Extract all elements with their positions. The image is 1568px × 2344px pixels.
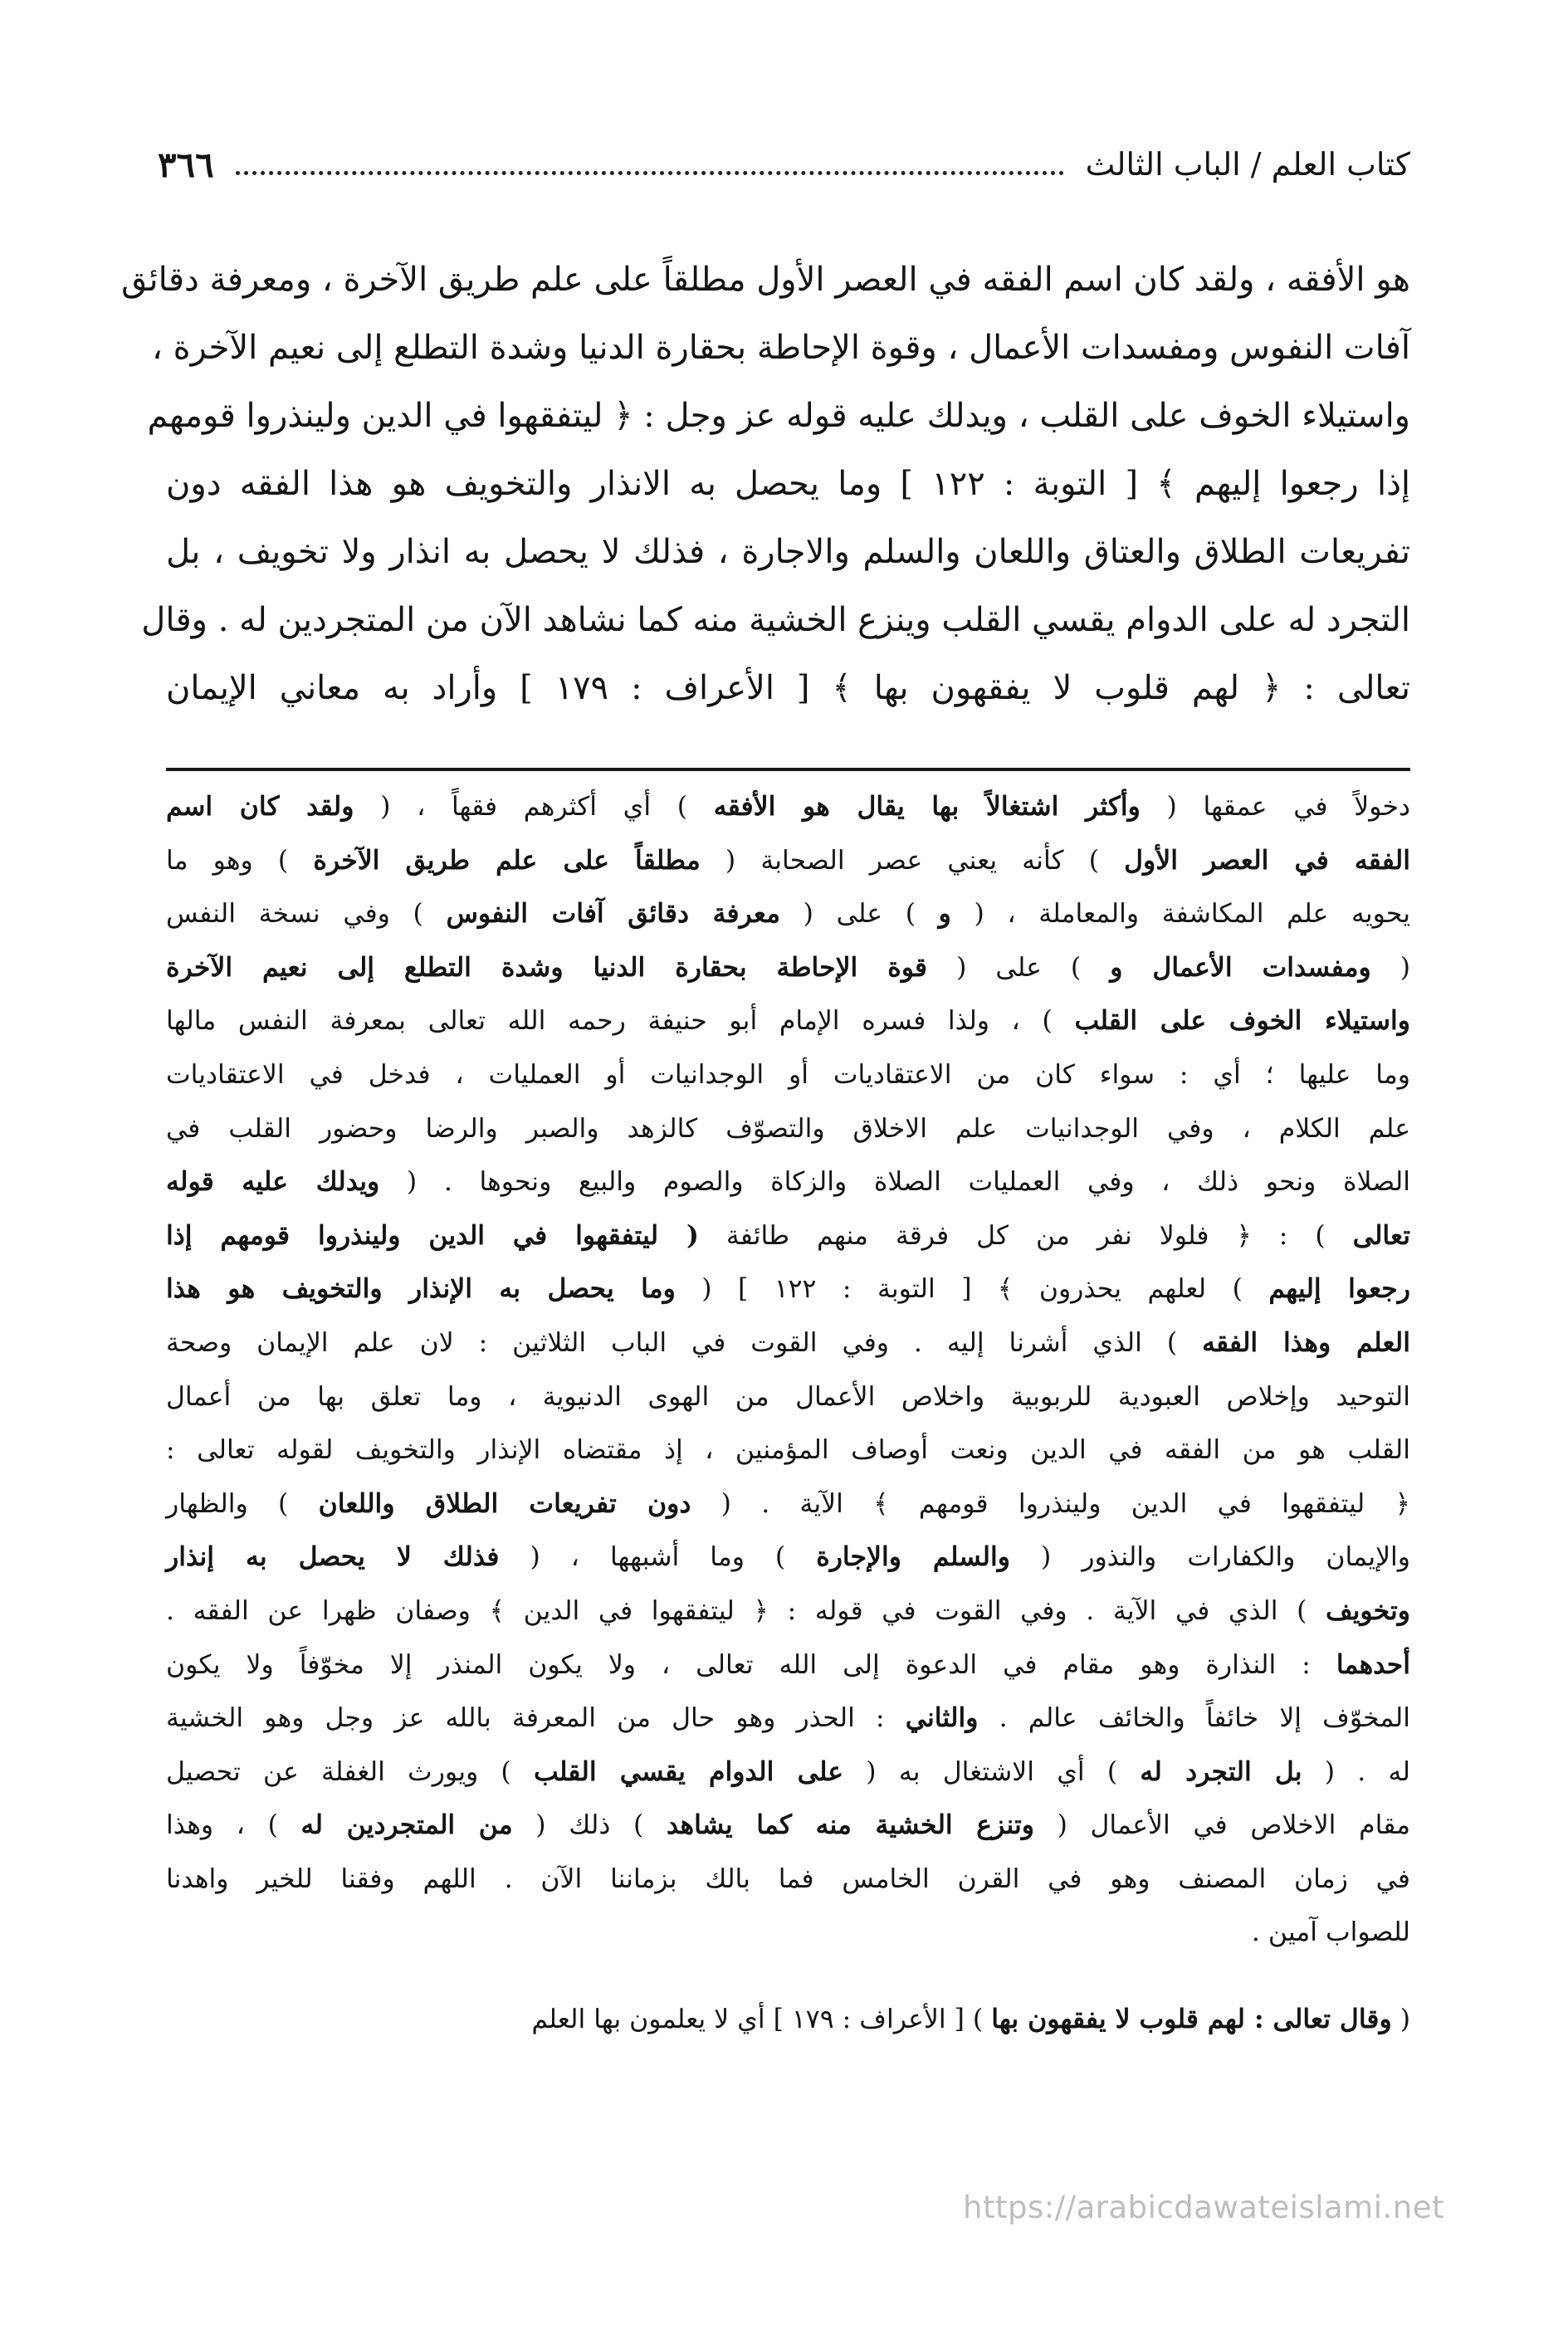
commentary-text-run: ) ذلك ( [512,1810,667,1841]
commentary-text-run: ) أي أكثرهم فقهاً ، ( [354,792,714,822]
commentary-line [166,994,1410,1048]
commentary-quoted-text: وقال تعالى : لهم قلوب لا يفقهون بها [991,2004,1392,2035]
commentary-quoted-text: تعالى [1352,1219,1410,1251]
commentary-quoted-text: ويدلك عليه قوله [166,1166,380,1198]
commentary-text-run: : الحذر وهو حال من المعرفة بالله عز وجل وهو الخشية [166,1703,906,1734]
commentary-line [166,1423,1410,1477]
commentary-quoted-text: وأكثر اشتغالاً بها يقال هو الأفقه [713,791,1141,822]
commentary-text-run: علم الكلام ، وفي الوجدانيات علم الاخلاق والتصوّف كالزهد والصبر والرضا وحضور القلب في [166,1113,1410,1144]
commentary-quoted-text: والسلم والإجارة [816,1541,1010,1573]
commentary-line [166,1370,1410,1424]
commentary-quoted-text: وما يحصل به الإنذار والتخويف هو هذا [166,1273,676,1305]
commentary-text-run: الصلاة ونحو ذلك ، وفي العمليات الصلاة والزكاة والصوم والبيع ونحوها . ( [379,1167,1410,1198]
main-text-line: إذا رجعوا إليهم ﴾ [ التوبة : ١٢٢ ] وما يحصل به الانذار والتخويف هو هذا الفقه دون [166,465,1410,503]
commentary-text-run: ) كأنه يعني عصر الصحابة ( [700,845,1125,876]
commentary-text-run: في زمان المصنف وهو في القرن الخامس فما بالك بزماننا الآن . اللهم وفقنا للخير واهدنا [166,1863,1410,1894]
commentary-line [166,1262,1410,1316]
main-text [121,246,1410,722]
commentary-text-run: للصواب آمين . [1251,1917,1410,1948]
commentary-line [166,1993,1410,2047]
commentary-quoted-text: معرفة دقائق آفات النفوس [446,898,780,930]
commentary-text-run: ﴿ ليتفقهوا في الدين ولينذروا قومهم ﴾ الآية . ( [691,1488,1411,1519]
commentary-quoted-text: ( ليتفقهوا في الدين ولينذروا قومهم إذا [166,1219,699,1251]
commentary-line [166,834,1410,888]
main-text-line: تعالى : ﴿ لهم قلوب لا يفقهون بها ﴾ [ الأعراف : ١٧٩ ] وأراد به معاني الإيمان [166,669,1410,707]
commentary-quoted-text: ولقد كان اسم [166,791,354,822]
commentary-quoted-text: بل التجرد له [1140,1756,1302,1787]
commentary-text-run: مقام الاخلاص في الأعمال ( [1033,1810,1410,1841]
commentary-text-run: ) لعلهم يحذرون ﴾ [ التوبة : ١٢٢ ] ( [675,1274,1269,1305]
commentary-line [166,1155,1410,1209]
main-text-line: تفريعات الطلاق والعتاق واللعان والسلم والاجارة ، فذلك لا يحصل به انذار ولا تخويف ، بل [166,533,1410,571]
page-number: ٣٦٦ [158,144,214,185]
main-text-line: هو الأفقه ، ولقد كان اسم الفقه في العصر الأول مطلقاً على علم طريق الآخرة ، ومعرفة دقائق [121,261,1410,299]
commentary-text-run: المخوّف إلا خائفاً والخائف عالم . [978,1703,1410,1734]
commentary-line [166,1102,1410,1156]
commentary-text-run: ) الذي في الآية . وفي القوت في قوله : ﴿ ليتفقهوا في الدين ﴾ وصفان ظهرا عن الفقه . [166,1595,1326,1626]
commentary-line [166,1799,1410,1853]
commentary-quoted-text: من المتجردين له [300,1809,513,1841]
commentary-text-run: والإيمان والكفارات والنذور ( [1009,1542,1411,1573]
commentary-quoted-text: دون تفريعات الطلاق واللعان [318,1487,691,1519]
commentary-line [166,1048,1410,1102]
commentary-quoted-text: أحدهما [1336,1648,1410,1680]
main-text-line: واستيلاء الخوف على القلب ، ويدلك عليه قوله عز وجل : ﴿ ليتفقهوا في الدين ولينذروا قومهم [147,397,1410,435]
commentary-quoted-text: رجعوا إليهم [1268,1273,1410,1305]
commentary-text-run: ( [1370,952,1410,983]
commentary-line [166,780,1410,834]
commentary-text-run: ) على ( [927,952,1111,983]
commentary-text-run: ) ويورث الغفلة عن تحصيل [166,1756,534,1787]
section-separator [166,768,1410,771]
commentary-text-run: القلب هو من الفقه في الدين ونعت أوصاف المؤمنين ، إذ مقتضاه الإنذار والتخويف لقوله تعالى : [166,1435,1410,1466]
commentary-line [166,1316,1410,1370]
commentary-line [166,1853,1410,1907]
main-text-line: التجرد له على الدوام يقسي القلب وينزع الخشية منه كما نشاهد الآن من المتجردين له . وقال [141,601,1410,639]
commentary-text-run: ) على ( [779,899,939,930]
commentary-line [166,1638,1410,1692]
commentary-text-run: ) : ﴿ فلولا نفر من كل فرقة منهم طائفة [698,1220,1353,1251]
commentary-text-run: ) وهو ما [166,845,314,876]
commentary-line [166,887,1410,941]
commentary-quoted-text: قوة الإحاطة بحقارة الدنيا وشدة التطلع إلى نعيم الآخرة [166,951,928,983]
commentary-text-run: ) وفي نسخة النفس [166,899,447,930]
commentary-text-run: ) أي الاشتغال به ( [843,1756,1141,1787]
commentary-quoted-text: ومفسدات الأعمال و [1110,951,1371,983]
commentary-line [166,1692,1410,1746]
commentary-text-run: ) والظهار [166,1488,319,1519]
commentary-text-run: ) ، وهذا [166,1810,301,1841]
commentary-text-run: : النذارة وهو مقام في الدعوة إلى الله تعالى ، ولا يكون المنذر إلا مخوّفاً ولا يكون [166,1649,1336,1680]
main-text-line: آفات النفوس ومفسدات الأعمال ، وقوة الإحاطة بحقارة الدنيا وشدة التطلع إلى نعيم الآخرة ، [151,329,1410,367]
commentary-line [166,1531,1410,1585]
commentary-quoted-text: و [938,898,951,930]
commentary-quoted-text: واستيلاء الخوف على القلب [1074,1005,1410,1037]
commentary-text-run: ) [ الأعراف : ١٧٩ ] أي لا يعلمون بها العلم [531,2005,992,2035]
running-title: كتاب العلم / الباب الثالث [1085,146,1410,183]
commentary-text-run: له . ( [1302,1756,1411,1787]
commentary-text-run: يحويه علم المكاشفة والمعاملة ، ( [950,899,1410,930]
commentary-quoted-text: الفقه في العصر الأول [1124,844,1410,876]
watermark-url: https://arabicdawateislami.net [963,2190,1444,2225]
commentary-text [166,780,1410,2047]
dotted-leader [236,171,1064,175]
commentary-line [166,941,1410,995]
commentary-quoted-text: والثاني [905,1702,979,1734]
commentary-text-run: ) الذي أشرنا إليه . وفي القوت في الباب الثلاثين : لان علم الإيمان وصحة [166,1327,1203,1358]
commentary-quoted-text: مطلقاً على علم طريق الآخرة [313,844,701,876]
running-header [158,139,1410,189]
commentary-quoted-text: فذلك لا يحصل به إنذار [166,1541,500,1573]
commentary-quoted-text: وتنزع الخشية منه كما يشاهد [667,1809,1034,1841]
commentary-line [166,1477,1410,1531]
commentary-text-run: وما عليها ؛ أي : سواء كان من الاعتقاديات أو الوجدانيات أو العمليات ، فدخل في الاعتقاديات [166,1059,1410,1090]
commentary-quoted-text: على الدوام يقسي القلب [533,1756,844,1787]
commentary-text-run: ) ، ولذا فسره الإمام أبو حنيفة رحمه الله تعالى بمعرفة النفس مالها [166,1006,1075,1037]
commentary-text-run: دخولاً في عمقها ( [1140,792,1411,822]
commentary-text-run: ) وما أشبهها ، ( [499,1542,817,1573]
commentary-line [166,1585,1410,1638]
commentary-line [166,1906,1410,1960]
commentary-line [166,1746,1410,1800]
commentary-line [166,1209,1410,1263]
commentary-quoted-text: وتخويف [1326,1594,1410,1626]
commentary-text-run: ( [1391,2005,1410,2035]
commentary-text-run: التوحيد وإخلاص العبودية للربوبية واخلاص الأعمال من الهوى الدنيوية ، وما تعلق بها من أعمال [166,1381,1410,1412]
commentary-quoted-text: العلم وهذا الفقه [1202,1326,1410,1358]
